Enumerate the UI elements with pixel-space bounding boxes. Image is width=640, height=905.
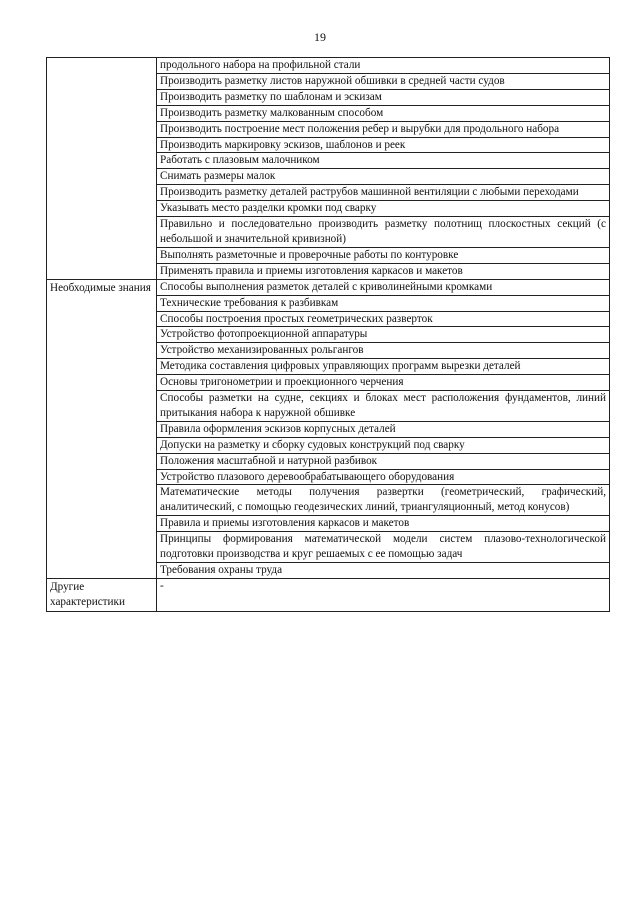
table-cell-item: Указывать место разделки кромки под сварку <box>157 201 610 217</box>
table-cell-item: Требования охраны труда <box>157 563 610 579</box>
table-cell-item: Снимать размеры малок <box>157 169 610 185</box>
table-row <box>47 58 610 74</box>
section-label: Другие характеристики <box>47 578 157 611</box>
table-cell-item: Правильно и последовательно производить разметку полотнищ плоскостных секций (с небольшой и значительной кривизной) <box>157 217 610 248</box>
table-cell-item: Производить разметку деталей раструбов машинной вентиляции с любыми переходами <box>157 185 610 201</box>
table-cell-item: Способы выполнения разметок деталей с криволинейными кромками <box>157 279 610 295</box>
table-cell-item: Правила и приемы изготовления каркасов и макетов <box>157 516 610 532</box>
table-cell-item: Применять правила и приемы изготовления каркасов и макетов <box>157 263 610 279</box>
table-cell-item: Правила оформления эскизов корпусных деталей <box>157 421 610 437</box>
table-cell-item: - <box>157 578 610 611</box>
competency-table <box>46 57 610 612</box>
table-cell-item: Методика составления цифровых управляющих программ вырезки деталей <box>157 359 610 375</box>
table-row <box>47 279 610 295</box>
table-row <box>47 578 610 611</box>
table-cell-item: Производить разметку малкованным способом <box>157 105 610 121</box>
table-cell-item: Положения масштабной и натурной разбивок <box>157 453 610 469</box>
table-cell-item: Выполнять разметочные и проверочные работы по контуровке <box>157 247 610 263</box>
table-cell-item: Способы разметки на судне, секциях и блоках мест расположения фундаментов, линий притыкания набора к наружной обшивке <box>157 391 610 422</box>
section-label: Необходимые знания <box>47 279 157 578</box>
table-cell-item: Производить разметку по шаблонам и эскизам <box>157 89 610 105</box>
section-label <box>47 58 157 280</box>
table-cell-item: Производить построение мест положения ребер и вырубки для продольного набора <box>157 121 610 137</box>
table-cell-item: Допуски на разметку и сборку судовых конструкций под сварку <box>157 437 610 453</box>
table-cell-item: Основы тригонометрии и проекционного черчения <box>157 375 610 391</box>
table-cell-item: Устройство плазового деревообрабатывающего оборудования <box>157 469 610 485</box>
table-cell-item: Технические требования к разбивкам <box>157 295 610 311</box>
table-cell-item: Устройство механизированных рольгангов <box>157 343 610 359</box>
table-cell-item: Работать с плазовым малочником <box>157 153 610 169</box>
table-cell-item: продольного набора на профильной стали <box>157 58 610 74</box>
table-cell-item: Производить маркировку эскизов, шаблонов и реек <box>157 137 610 153</box>
page-number: 19 <box>314 30 326 44</box>
table-cell-item: Математические методы получения развертки (геометрический, графический, аналитический, с помощью геодезических линий, триангуляционный, метод конусов) <box>157 485 610 516</box>
table-cell-item: Принципы формирования математической модели систем плазово-технологической подготовки производства и круг решаемых с ее помощью задач <box>157 532 610 563</box>
table-cell-item: Производить разметку листов наружной обшивки в средней части судов <box>157 73 610 89</box>
table-cell-item: Способы построения простых геометрических разверток <box>157 311 610 327</box>
table-cell-item: Устройство фотопроекционной аппаратуры <box>157 327 610 343</box>
